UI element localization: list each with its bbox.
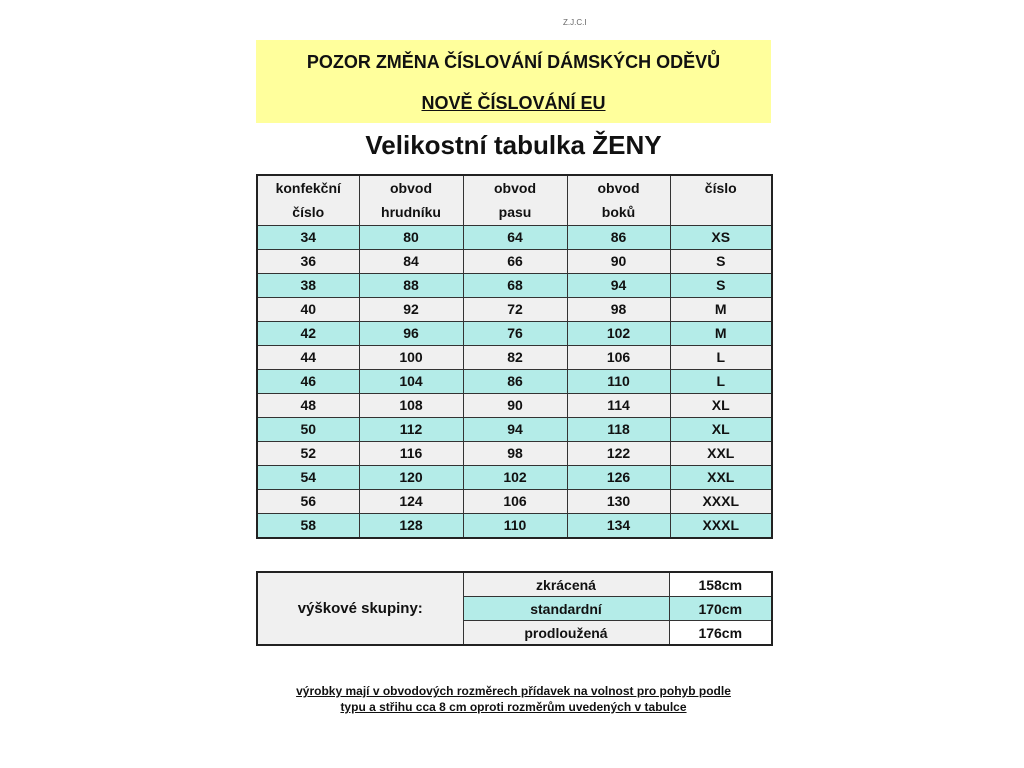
cell-obvod-pasu: 86 xyxy=(463,370,567,394)
cell-obvod-hrudniku: 116 xyxy=(359,442,463,466)
header-obvod-pasu: obvod pasu xyxy=(463,175,567,226)
cell-konfekcni-cislo: 50 xyxy=(257,418,359,442)
cell-konfekcni-cislo: 48 xyxy=(257,394,359,418)
size-table-header xyxy=(257,175,772,226)
cell-obvod-boku: 110 xyxy=(567,370,670,394)
cell-obvod-pasu: 72 xyxy=(463,298,567,322)
height-groups-label: výškové skupiny: xyxy=(257,572,463,645)
cell-obvod-pasu: 102 xyxy=(463,466,567,490)
cell-konfekcni-cislo: 36 xyxy=(257,250,359,274)
table-row xyxy=(257,322,772,346)
table-row xyxy=(257,442,772,466)
height-group-name: zkrácená xyxy=(463,572,669,597)
height-groups-table xyxy=(256,571,773,646)
cell-konfekcni-cislo: 52 xyxy=(257,442,359,466)
cell-obvod-boku: 114 xyxy=(567,394,670,418)
cell-cislo: XXXL xyxy=(670,514,772,539)
cell-obvod-boku: 134 xyxy=(567,514,670,539)
cell-cislo: XL xyxy=(670,394,772,418)
cell-obvod-boku: 90 xyxy=(567,250,670,274)
page-title: Velikostní tabulka ŽENY xyxy=(365,130,662,160)
cell-obvod-hrudniku: 88 xyxy=(359,274,463,298)
height-group-value: 176cm xyxy=(669,621,772,646)
cell-cislo: XL xyxy=(670,418,772,442)
cell-obvod-hrudniku: 80 xyxy=(359,226,463,250)
cell-obvod-pasu: 98 xyxy=(463,442,567,466)
cell-cislo: S xyxy=(670,274,772,298)
table-row xyxy=(257,466,772,490)
cell-obvod-boku: 122 xyxy=(567,442,670,466)
cell-obvod-hrudniku: 112 xyxy=(359,418,463,442)
cell-obvod-boku: 98 xyxy=(567,298,670,322)
cell-konfekcni-cislo: 44 xyxy=(257,346,359,370)
cell-obvod-boku: 126 xyxy=(567,466,670,490)
table-row xyxy=(257,250,772,274)
footnote xyxy=(256,683,771,715)
notice-banner xyxy=(256,40,771,123)
cell-cislo: S xyxy=(670,250,772,274)
cell-konfekcni-cislo: 34 xyxy=(257,226,359,250)
cell-cislo: L xyxy=(670,346,772,370)
table-row xyxy=(257,370,772,394)
table-row xyxy=(257,226,772,250)
cell-obvod-pasu: 110 xyxy=(463,514,567,539)
cell-obvod-pasu: 106 xyxy=(463,490,567,514)
header-cislo: číslo xyxy=(670,175,772,226)
cell-cislo: L xyxy=(670,370,772,394)
cell-konfekcni-cislo: 38 xyxy=(257,274,359,298)
cell-cislo: XXXL xyxy=(670,490,772,514)
cell-konfekcni-cislo: 56 xyxy=(257,490,359,514)
cell-obvod-boku: 102 xyxy=(567,322,670,346)
cell-obvod-pasu: 94 xyxy=(463,418,567,442)
table-row xyxy=(257,514,772,539)
cell-obvod-hrudniku: 124 xyxy=(359,490,463,514)
header-obvod-hrudniku: obvod hrudníku xyxy=(359,175,463,226)
cell-obvod-pasu: 90 xyxy=(463,394,567,418)
cell-konfekcni-cislo: 40 xyxy=(257,298,359,322)
height-group-name: prodloužená xyxy=(463,621,669,646)
cell-obvod-hrudniku: 128 xyxy=(359,514,463,539)
cell-cislo: XXL xyxy=(670,466,772,490)
height-group-row xyxy=(257,572,772,597)
height-group-value: 158cm xyxy=(669,572,772,597)
banner-line-2: NOVĚ ČÍSLOVÁNÍ EU xyxy=(421,93,606,113)
cell-obvod-hrudniku: 100 xyxy=(359,346,463,370)
table-row xyxy=(257,298,772,322)
table-row xyxy=(257,346,772,370)
cell-obvod-boku: 130 xyxy=(567,490,670,514)
size-table xyxy=(256,174,773,539)
cell-obvod-hrudniku: 108 xyxy=(359,394,463,418)
cell-obvod-pasu: 64 xyxy=(463,226,567,250)
cell-obvod-boku: 106 xyxy=(567,346,670,370)
table-row xyxy=(257,490,772,514)
footnote-line-1: výrobky mají v obvodových rozměrech přídavek na volnost pro pohyb podle xyxy=(296,684,731,698)
cell-obvod-hrudniku: 120 xyxy=(359,466,463,490)
banner-line-1: POZOR ZMĚNA ČÍSLOVÁNÍ DÁMSKÝCH ODĚVŮ xyxy=(306,52,721,72)
height-group-value: 170cm xyxy=(669,597,772,621)
cell-obvod-hrudniku: 96 xyxy=(359,322,463,346)
table-row xyxy=(257,418,772,442)
cell-obvod-hrudniku: 92 xyxy=(359,298,463,322)
header-obvod-boku: obvod boků xyxy=(567,175,670,226)
cell-obvod-pasu: 82 xyxy=(463,346,567,370)
cell-cislo: M xyxy=(670,298,772,322)
cell-cislo: XS xyxy=(670,226,772,250)
footnote-line-2: typu a střihu cca 8 cm oproti rozměrům uvedených v tabulce xyxy=(340,700,687,714)
cell-konfekcni-cislo: 54 xyxy=(257,466,359,490)
cell-obvod-hrudniku: 84 xyxy=(359,250,463,274)
table-row xyxy=(257,394,772,418)
table-row xyxy=(257,274,772,298)
cell-obvod-boku: 94 xyxy=(567,274,670,298)
cell-obvod-pasu: 66 xyxy=(463,250,567,274)
cell-cislo: M xyxy=(670,322,772,346)
header-konfekcni-cislo: konfekční číslo xyxy=(257,175,359,226)
cell-konfekcni-cislo: 42 xyxy=(257,322,359,346)
cell-obvod-pasu: 68 xyxy=(463,274,567,298)
cell-konfekcni-cislo: 46 xyxy=(257,370,359,394)
height-group-name: standardní xyxy=(463,597,669,621)
cell-obvod-boku: 118 xyxy=(567,418,670,442)
page-top-mark: Z.J.C.I xyxy=(563,18,587,27)
cell-obvod-boku: 86 xyxy=(567,226,670,250)
cell-obvod-hrudniku: 104 xyxy=(359,370,463,394)
cell-konfekcni-cislo: 58 xyxy=(257,514,359,539)
cell-cislo: XXL xyxy=(670,442,772,466)
cell-obvod-pasu: 76 xyxy=(463,322,567,346)
